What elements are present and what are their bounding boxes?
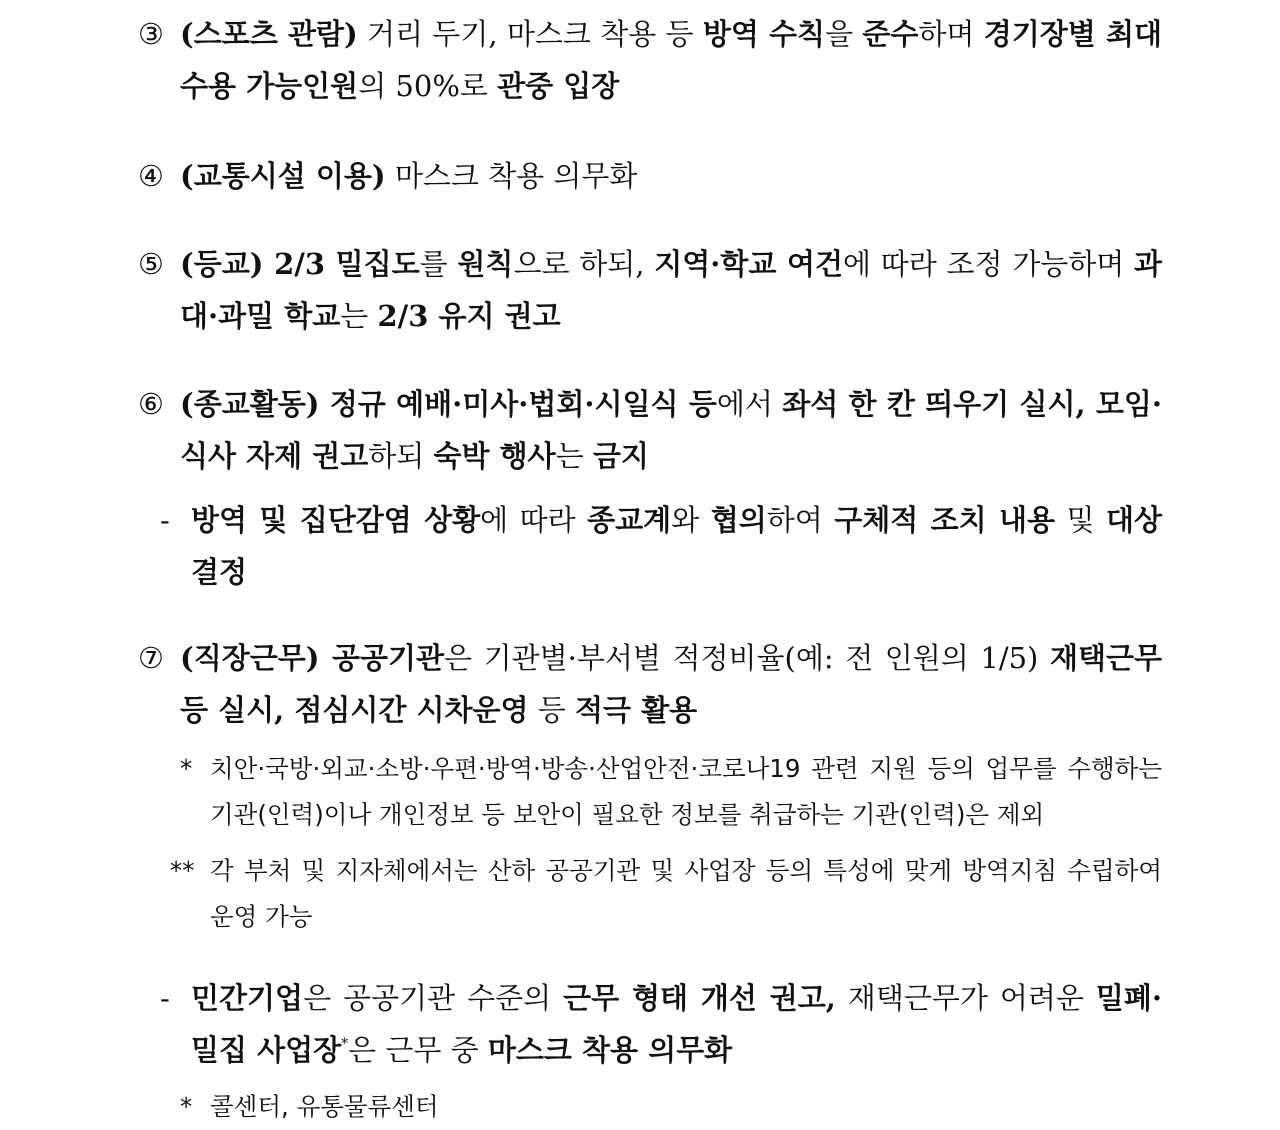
item-school bbox=[138, 238, 1162, 342]
body-text: 은 공공기관 수준의 bbox=[303, 981, 564, 1015]
emphasis-text: 방역 및 집단감염 상황 bbox=[191, 503, 481, 537]
item-number: ④ bbox=[138, 159, 164, 193]
footnote-exceptions bbox=[180, 746, 1162, 838]
footnote-mark: * bbox=[180, 1092, 193, 1121]
footnote-text: 각 부처 및 지자체에서는 산하 공공기관 및 사업장 등의 특성에 맞게 방역지침 수립하여 운영 가능 bbox=[210, 856, 1162, 931]
item-sports-viewing bbox=[138, 8, 1162, 112]
emphasis-text: 종교계 bbox=[587, 503, 672, 537]
body-text: 에 따라 bbox=[480, 503, 588, 537]
emphasis-text: (교통시설 이용) bbox=[180, 159, 386, 193]
footnote-mark: ** bbox=[170, 856, 195, 885]
body-text: 등 bbox=[528, 693, 575, 727]
body-text: 에서 bbox=[716, 387, 783, 421]
item-number: ⑦ bbox=[138, 641, 164, 675]
item-number: ⑤ bbox=[138, 247, 164, 281]
emphasis-text: 적극 활용 bbox=[575, 693, 698, 727]
footnote-mark: * bbox=[180, 754, 193, 783]
item-text bbox=[180, 150, 1162, 202]
emphasis-text: 민간기업 bbox=[191, 981, 304, 1015]
emphasis-text: 근무 형태 개선 권고, bbox=[563, 981, 836, 1015]
body-text: 의 50%로 bbox=[358, 69, 498, 103]
emphasis-text: 금지 bbox=[592, 439, 649, 473]
item-number: ⑥ bbox=[138, 387, 164, 421]
body-text: 마스크 착용 의무화 bbox=[385, 159, 638, 193]
emphasis-text: 과대·과밀 학교 bbox=[180, 247, 1163, 333]
emphasis-text: (종교활동) 정규 예배·미사·법회·시일식 등 bbox=[180, 387, 717, 421]
footnote-text: 콜센터, 유통물류센터 bbox=[210, 1092, 439, 1121]
item-workplace bbox=[138, 632, 1162, 736]
emphasis-text: 밀폐·밀집 사업장 bbox=[191, 981, 1162, 1067]
body-text: 거리 두기, 마스크 착용 등 bbox=[357, 17, 703, 51]
body-text: 으로 하되, bbox=[513, 247, 655, 281]
emphasis-text: 마스크 착용 의무화 bbox=[487, 1033, 733, 1067]
emphasis-text: 협의 bbox=[710, 503, 767, 537]
item-transport bbox=[138, 150, 1162, 202]
item-number: ③ bbox=[138, 17, 164, 51]
body-text: 은 기관별·부서별 적정비율(예: 전 인원의 1/5) bbox=[444, 641, 1050, 675]
emphasis-text: 좌석 한 칸 띄우기 실시, 모임·식사 자제 권고 bbox=[180, 387, 1163, 473]
body-text: 를 bbox=[419, 247, 458, 281]
emphasis-text: 지역·학교 여건 bbox=[654, 247, 843, 281]
item-text bbox=[180, 238, 1162, 342]
item-religion bbox=[138, 378, 1162, 482]
body-text: 하여 bbox=[766, 503, 835, 537]
body-text: 하며 bbox=[918, 17, 984, 51]
emphasis-text: 구체적 조치 내용 bbox=[834, 503, 1056, 537]
emphasis-text: 2/3 유지 권고 bbox=[377, 299, 561, 333]
item-text bbox=[180, 8, 1162, 112]
sub-item-religion-consult bbox=[160, 494, 1162, 598]
emphasis-text: 관중 입장 bbox=[497, 69, 620, 103]
body-text: 는 bbox=[555, 439, 593, 473]
emphasis-text: 경기장별 최대 수용 가능인원 bbox=[180, 17, 1162, 103]
body-text: 는 bbox=[340, 299, 378, 333]
footnote-local-guidelines bbox=[170, 848, 1162, 940]
dash-marker: - bbox=[160, 503, 170, 537]
footnote-ref: * bbox=[341, 1036, 349, 1052]
item-text bbox=[180, 378, 1162, 482]
footnote-workplace-examples bbox=[180, 1084, 1162, 1130]
emphasis-text: 대상 결정 bbox=[191, 503, 1162, 589]
item-text bbox=[180, 632, 1162, 736]
body-text: 하되 bbox=[368, 439, 434, 473]
body-text: 에 따라 조정 가능하며 bbox=[842, 247, 1135, 281]
footnote-text: 치안·국방·외교·소방·우편·방역·방송·산업안전·코로나19 관련 지원 등의 업무를 수행하는 기관(인력)이나 개인정보 등 보안이 필요한 정보를 취급하는 기관(인력)은 제외 bbox=[210, 754, 1162, 829]
body-text: 재택근무가 어려운 bbox=[835, 981, 1096, 1015]
body-text: 을 bbox=[825, 17, 863, 51]
body-text: 및 bbox=[1055, 503, 1106, 537]
emphasis-text: 숙박 행사 bbox=[433, 439, 556, 473]
emphasis-text: 원칙 bbox=[457, 247, 514, 281]
sub-item-private-companies bbox=[160, 972, 1162, 1076]
emphasis-text: 방역 수칙 bbox=[702, 17, 826, 51]
emphasis-text: (등교) 2/3 밀집도 bbox=[180, 247, 420, 281]
sub-item-text bbox=[191, 494, 1162, 598]
emphasis-text: (스포츠 관람) bbox=[180, 17, 358, 51]
emphasis-text: 준수 bbox=[862, 17, 919, 51]
emphasis-text: 재택근무 등 실시, 점심시간 시차운영 bbox=[180, 641, 1163, 727]
emphasis-text: (직장근무) 공공기관 bbox=[180, 641, 445, 675]
sub-item-text bbox=[191, 972, 1162, 1076]
body-text: 와 bbox=[671, 503, 711, 537]
body-text: 은 근무 중 bbox=[348, 1033, 488, 1067]
dash-marker: - bbox=[160, 981, 170, 1015]
